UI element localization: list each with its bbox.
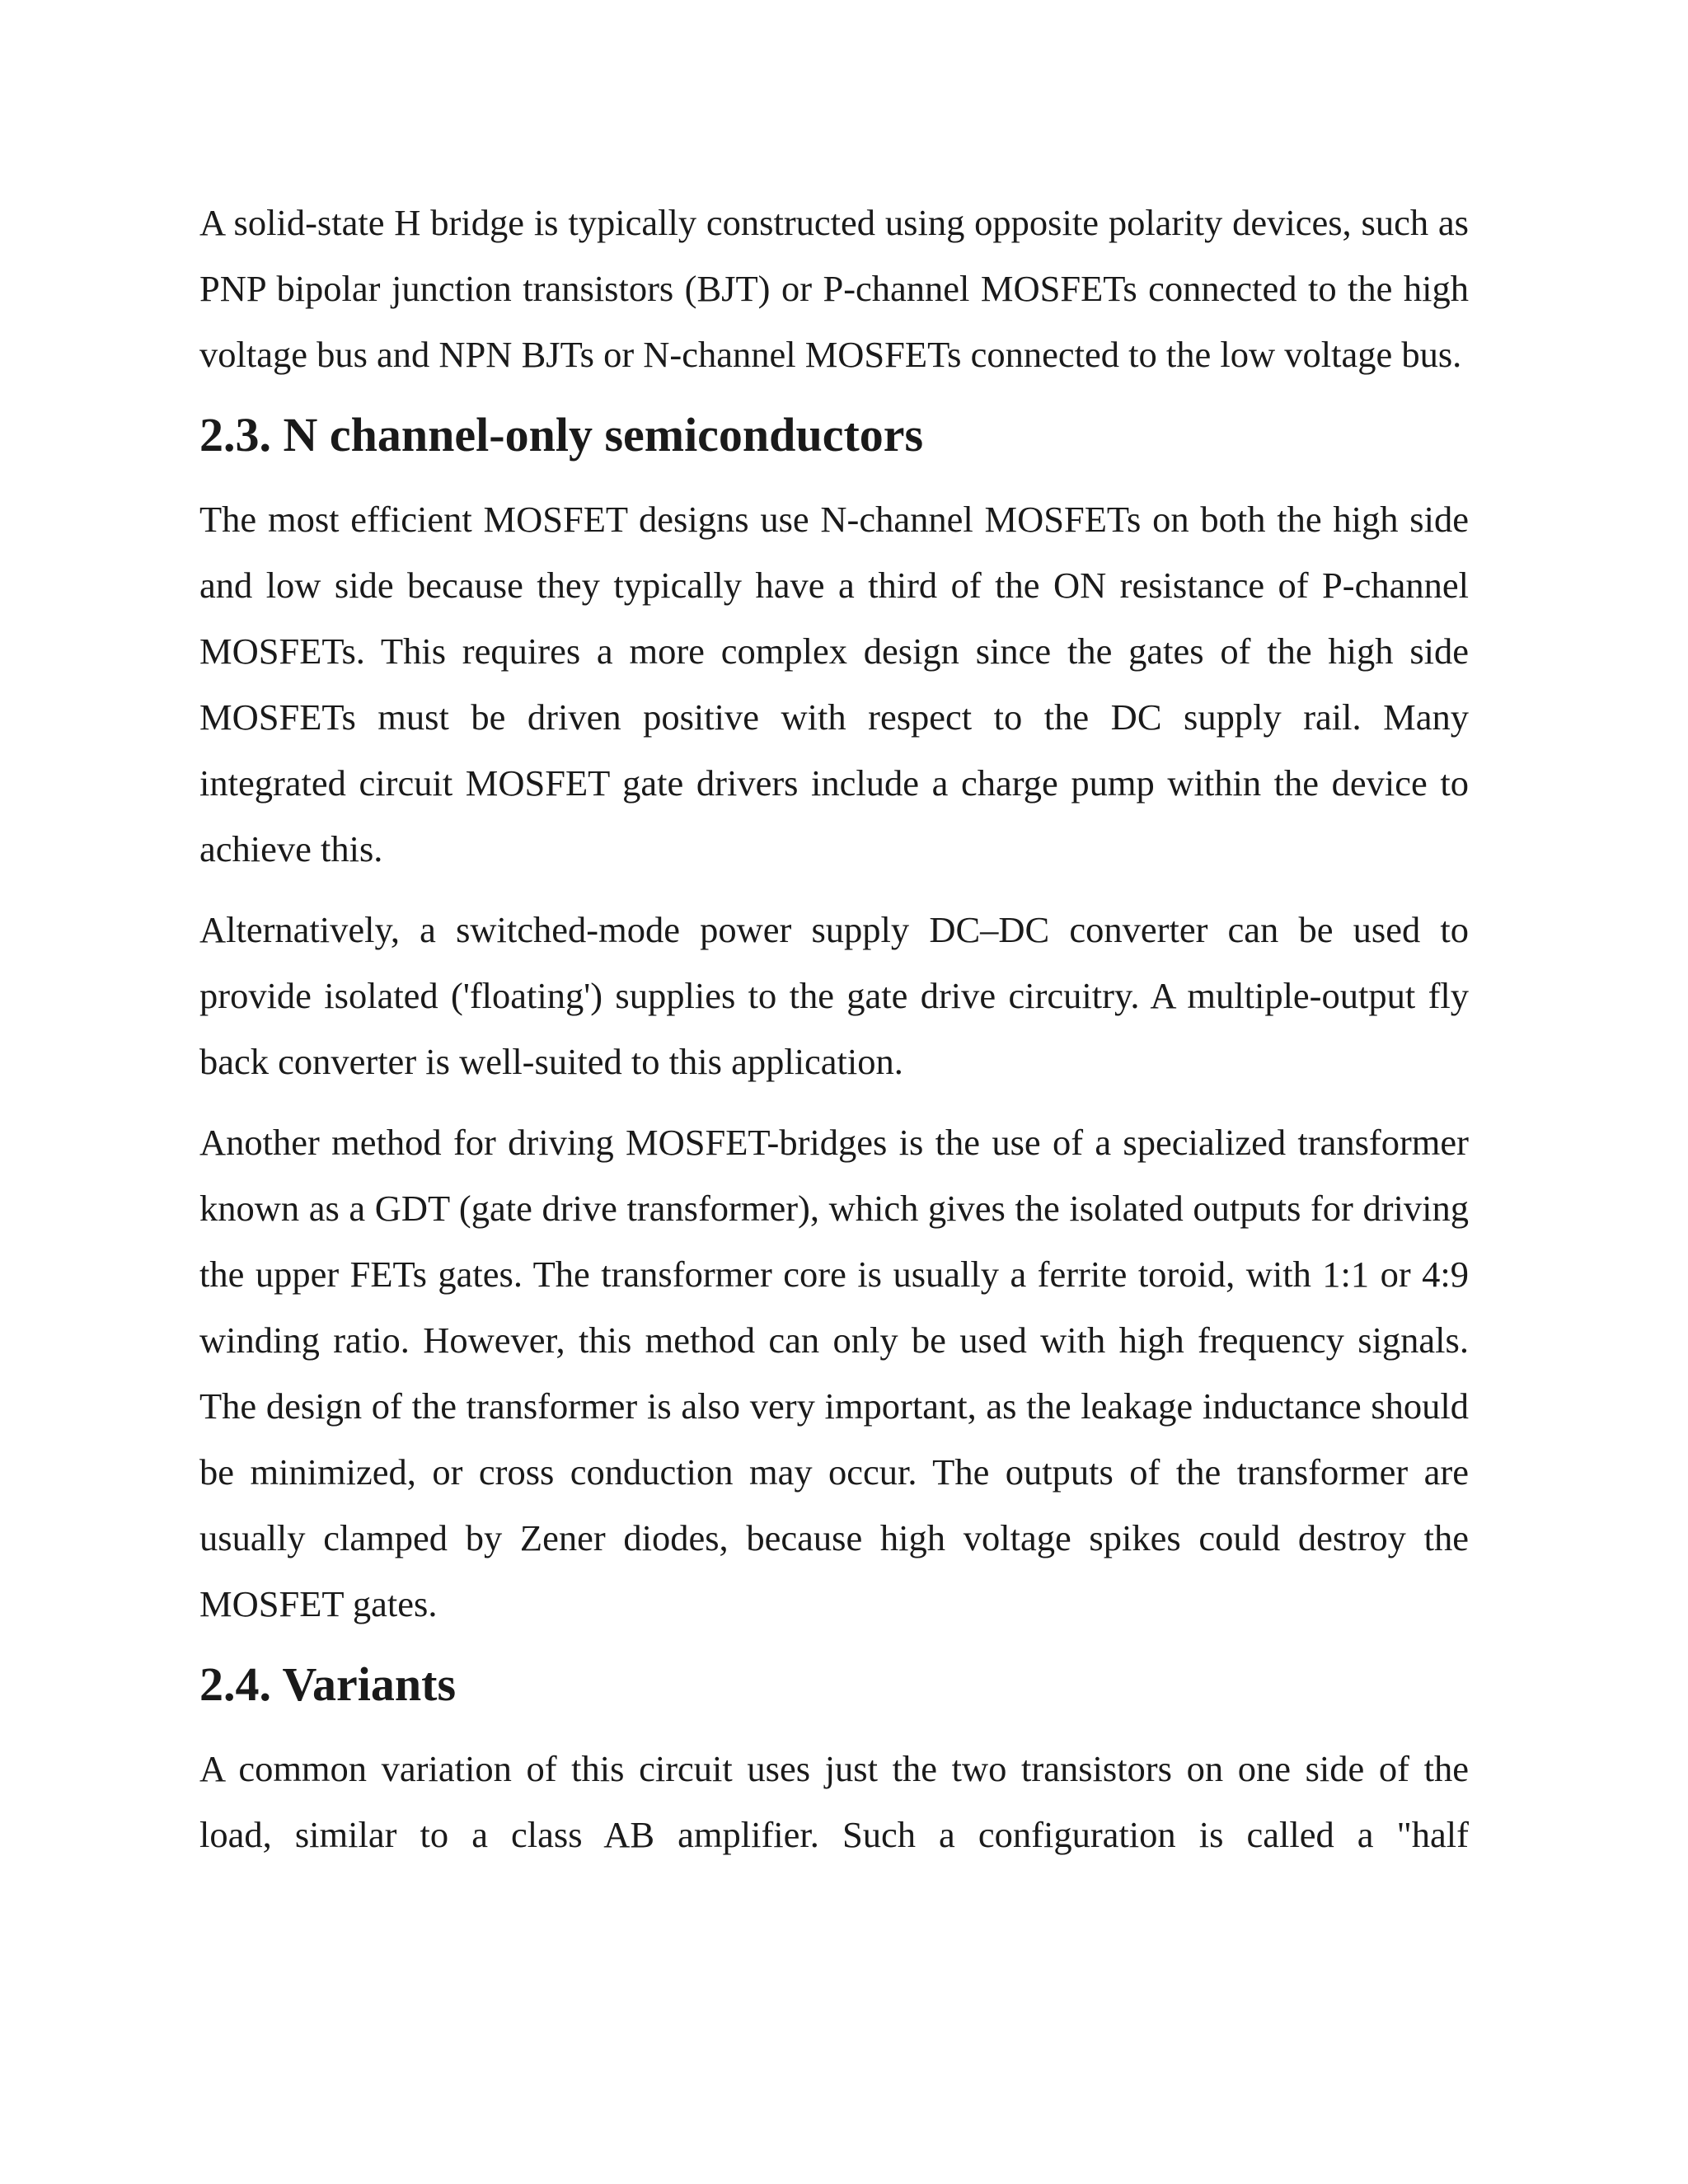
section-heading-2-4: 2.4. Variants xyxy=(199,1657,457,1711)
section-heading-2-3: 2.3. N channel-only semiconductors xyxy=(199,408,924,462)
paragraph-2-4-1: A common variation of this circuit uses just the two transistors on one side of the load, similar to a class AB amplifier. Such a configuration is called a "half xyxy=(199,1748,1469,1855)
paragraph-2-3-2: Alternatively, a switched-mode power supply DC–DC converter can be used to provide isolated ('floating') supplies to the gate drive circuitry. A multiple-output fly back converter is well-suited to this application. xyxy=(199,909,1469,1082)
intro-paragraph: A solid-state H bridge is typically constructed using opposite polarity devices, such as PNP bipolar junction transistors (BJT) or P-channel MOSFETs connected to the high voltage bus and NPN BJTs or N-channel MOSFETs connected to the low voltage bus. xyxy=(199,202,1469,375)
paragraph-2-3-3: Another method for driving MOSFET-bridges is the use of a specialized transformer known as a GDT (gate drive transformer), which gives the isolated outputs for driving the upper FETs gates. The transformer core is usually a ferrite toroid, with 1:1 or 4:9 winding ratio. However, this method can only be used with high frequency signals. The design of the transformer is also very important, as the leakage inductance should be minimized, or cross conduction may occur. The outputs of the transformer are usually clamped by Zener diodes, because high voltage spikes could destroy the MOSFET gates. xyxy=(199,1122,1469,1624)
document-page xyxy=(199,190,1469,1882)
paragraph-2-3-1: The most efficient MOSFET designs use N-channel MOSFETs on both the high side and low side because they typically have a third of the ON resistance of P-channel MOSFETs. This requires a more complex design since the gates of the high side MOSFETs must be driven positive with respect to the DC supply rail. Many integrated circuit MOSFET gate drivers include a charge pump within the device to achieve this. xyxy=(199,499,1469,869)
